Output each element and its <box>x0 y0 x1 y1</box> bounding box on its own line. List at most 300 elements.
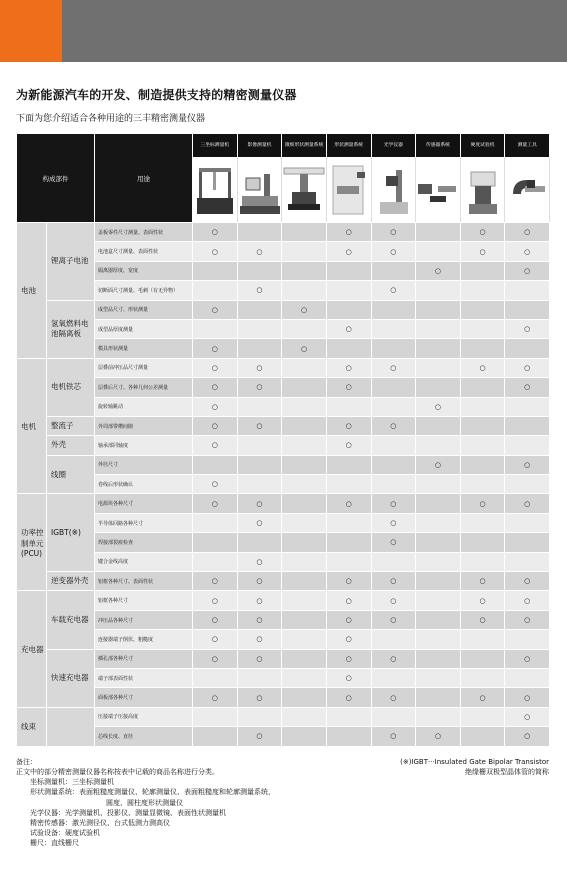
mark-cell <box>282 397 327 416</box>
mark-cell: ○ <box>326 416 371 435</box>
category-cell: 电机 <box>17 358 47 494</box>
note-item: 光学仪器：光学测量机、投影仪、测量显微镜、表面性状测量机 <box>30 808 226 817</box>
mark-cell: ○ <box>193 475 238 494</box>
table-row <box>17 455 550 474</box>
mark-cell <box>505 436 550 455</box>
mark-cell: ○ <box>416 397 461 416</box>
col-optical: 光学仪器 <box>371 134 416 158</box>
mark-cell <box>416 707 461 726</box>
component-cell: 车载充电器 <box>47 591 95 649</box>
mark-cell: ○ <box>193 591 238 610</box>
mark-cell: ○ <box>460 610 505 629</box>
mark-cell <box>282 688 327 707</box>
mark-cell <box>371 436 416 455</box>
mark-cell: ○ <box>237 552 282 571</box>
mark-cell <box>460 630 505 649</box>
mark-cell <box>326 707 371 726</box>
use-cell: 连接器端子倒伏、粗糙度 <box>95 630 193 649</box>
mark-cell <box>282 358 327 377</box>
use-cell: 插孔部各种尺寸 <box>95 649 193 668</box>
page-title: 为新能源汽车的开发、制造提供支持的精密测量仪器 <box>16 88 297 102</box>
col-sensor: 传感器系统 <box>416 134 461 158</box>
use-cell: 外径尺寸 <box>95 455 193 474</box>
component-cell: 快速充电器 <box>47 649 95 707</box>
instrument-table <box>16 133 550 747</box>
mark-cell <box>193 668 238 687</box>
component-cell: 逆变器外壳 <box>47 572 95 591</box>
mark-cell <box>460 339 505 358</box>
mark-cell: ○ <box>282 300 327 319</box>
mark-cell <box>460 281 505 300</box>
mark-cell: ○ <box>193 436 238 455</box>
mark-cell <box>416 494 461 513</box>
mark-cell <box>326 727 371 746</box>
mark-cell: ○ <box>326 319 371 338</box>
category-cell: 功率控制单元(PCU) <box>17 494 47 591</box>
mark-cell: ○ <box>505 572 550 591</box>
component-cell: 线圈 <box>47 455 95 494</box>
mark-cell: ○ <box>371 223 416 242</box>
mark-cell <box>282 513 327 532</box>
notes <box>16 757 275 848</box>
mark-cell <box>371 339 416 358</box>
mark-cell <box>371 455 416 474</box>
mark-cell <box>282 533 327 552</box>
mark-cell <box>237 436 282 455</box>
mark-cell <box>416 339 461 358</box>
mark-cell: ○ <box>326 688 371 707</box>
table-row <box>17 630 550 649</box>
mark-cell <box>326 397 371 416</box>
mark-cell <box>282 727 327 746</box>
mark-cell <box>460 261 505 280</box>
mark-cell: ○ <box>326 610 371 629</box>
mark-cell: ○ <box>505 358 550 377</box>
hardness-image <box>460 158 505 223</box>
mark-cell <box>326 552 371 571</box>
mark-cell <box>282 707 327 726</box>
use-cell: 层叠前冲压品尺寸测量 <box>95 358 193 377</box>
mark-cell: ○ <box>193 688 238 707</box>
mark-cell: ○ <box>326 223 371 242</box>
mark-cell <box>505 668 550 687</box>
mark-cell: ○ <box>505 707 550 726</box>
table-row <box>17 727 550 746</box>
mark-cell <box>237 339 282 358</box>
mark-cell <box>460 668 505 687</box>
mark-cell <box>282 591 327 610</box>
mark-cell: ○ <box>371 494 416 513</box>
use-cell: 旋转轴跳动 <box>95 397 193 416</box>
mark-cell: ○ <box>371 688 416 707</box>
mark-cell: ○ <box>326 358 371 377</box>
mark-cell: ○ <box>505 494 550 513</box>
tools-image <box>505 158 550 223</box>
mark-cell: ○ <box>237 688 282 707</box>
use-cell: 电池盒尺寸测量、表面性状 <box>95 242 193 261</box>
table-row <box>17 707 550 726</box>
note-item: 精密传感器：激光测径仪、台式低测力测高仪 <box>30 818 170 827</box>
mark-cell: ○ <box>371 572 416 591</box>
use-cell: 切断面尺寸测量、毛刺（有无异物） <box>95 281 193 300</box>
mark-cell <box>193 455 238 474</box>
mark-cell <box>416 572 461 591</box>
mark-cell: ○ <box>237 727 282 746</box>
banner-bar <box>62 0 567 62</box>
mark-cell <box>416 688 461 707</box>
notes-label: 备注： <box>16 758 37 766</box>
form-image <box>326 158 371 223</box>
mark-cell: ○ <box>193 378 238 397</box>
mark-cell <box>460 319 505 338</box>
mark-cell <box>505 552 550 571</box>
mark-cell <box>505 397 550 416</box>
mark-cell <box>237 397 282 416</box>
mark-cell <box>193 552 238 571</box>
mark-cell: ○ <box>416 455 461 474</box>
micro-form-image <box>282 158 327 223</box>
mark-cell: ○ <box>326 591 371 610</box>
header-component: 构成部件 <box>17 134 95 223</box>
mark-cell: ○ <box>371 727 416 746</box>
mark-cell <box>460 300 505 319</box>
table-row <box>17 319 550 338</box>
mark-cell: ○ <box>505 727 550 746</box>
mark-cell: ○ <box>371 358 416 377</box>
mark-cell <box>326 533 371 552</box>
table-row <box>17 649 550 668</box>
mark-cell <box>193 319 238 338</box>
mark-cell: ○ <box>505 242 550 261</box>
mark-cell <box>416 649 461 668</box>
mark-cell <box>505 475 550 494</box>
mark-cell: ○ <box>505 649 550 668</box>
mark-cell <box>416 416 461 435</box>
mark-cell <box>460 436 505 455</box>
mark-cell: ○ <box>193 300 238 319</box>
mark-cell <box>282 436 327 455</box>
mark-cell <box>282 630 327 649</box>
component-cell: 电机铁芯 <box>47 358 95 416</box>
mark-cell: ○ <box>371 513 416 532</box>
table-row <box>17 416 550 435</box>
mark-cell <box>505 533 550 552</box>
mark-cell <box>416 242 461 261</box>
mark-cell <box>282 378 327 397</box>
mark-cell <box>237 707 282 726</box>
component-cell <box>47 707 95 746</box>
mark-cell: ○ <box>460 242 505 261</box>
col-hardness: 硬度试验机 <box>460 134 505 158</box>
mark-cell <box>237 455 282 474</box>
mark-cell: ○ <box>237 630 282 649</box>
mark-cell <box>416 378 461 397</box>
mark-cell <box>326 300 371 319</box>
mark-cell: ○ <box>237 591 282 610</box>
mark-cell <box>416 552 461 571</box>
mark-cell: ○ <box>237 513 282 532</box>
mark-cell <box>371 261 416 280</box>
header-use: 用途 <box>95 134 193 223</box>
mark-cell <box>282 223 327 242</box>
mark-cell <box>282 494 327 513</box>
mark-cell <box>237 475 282 494</box>
mark-cell: ○ <box>193 339 238 358</box>
category-cell: 充电器 <box>17 591 47 707</box>
col-form: 形状测量系统 <box>326 134 371 158</box>
use-cell: 外周部带槽间隙 <box>95 416 193 435</box>
use-cell: 压接端子压接高度 <box>95 707 193 726</box>
mark-cell <box>237 533 282 552</box>
mark-cell: ○ <box>371 281 416 300</box>
mark-cell: ○ <box>237 358 282 377</box>
mark-cell <box>237 223 282 242</box>
note-item: 试验设备：硬度试验机 <box>30 828 100 837</box>
category-cell: 线束 <box>17 707 47 746</box>
note-item: 形状测量系统：表面粗糙度测量仪、轮廓测量仪、表面粗糙度和轮廓测量系统， <box>30 788 275 797</box>
igbt-note <box>400 757 549 777</box>
mark-cell <box>371 300 416 319</box>
mark-cell: ○ <box>326 572 371 591</box>
mark-cell <box>371 397 416 416</box>
mark-cell <box>416 436 461 455</box>
mark-cell: ○ <box>371 242 416 261</box>
mark-cell: ○ <box>326 649 371 668</box>
table-row <box>17 339 550 358</box>
mark-cell <box>505 281 550 300</box>
mark-cell <box>371 319 416 338</box>
use-cell: 冲压品各种尺寸 <box>95 610 193 629</box>
mark-cell <box>460 727 505 746</box>
table-row <box>17 668 550 687</box>
col-cmm: 三坐标测量机 <box>193 134 238 158</box>
mark-cell <box>237 261 282 280</box>
mark-cell: ○ <box>193 572 238 591</box>
mark-cell <box>416 591 461 610</box>
mark-cell: ○ <box>505 223 550 242</box>
mark-cell <box>416 300 461 319</box>
component-cell: 整流子 <box>47 416 95 435</box>
mark-cell <box>416 668 461 687</box>
mark-cell <box>326 513 371 532</box>
table-row <box>17 223 550 242</box>
optical-image <box>371 158 416 223</box>
mark-cell <box>416 358 461 377</box>
mark-cell <box>282 668 327 687</box>
category-cell: 电池 <box>17 223 47 359</box>
table-row <box>17 281 550 300</box>
mark-cell <box>505 300 550 319</box>
use-cell: 面板部各种尺寸 <box>95 688 193 707</box>
component-cell: IGBT(※) <box>47 494 95 572</box>
table-row <box>17 436 550 455</box>
mark-cell: ○ <box>237 242 282 261</box>
mark-cell <box>282 455 327 474</box>
mark-cell: ○ <box>193 223 238 242</box>
mark-cell: ○ <box>282 339 327 358</box>
mark-cell <box>371 552 416 571</box>
mark-cell: ○ <box>505 261 550 280</box>
table-row <box>17 378 550 397</box>
mark-cell <box>237 319 282 338</box>
mark-cell: ○ <box>193 630 238 649</box>
mark-cell <box>460 397 505 416</box>
mark-cell <box>237 300 282 319</box>
note-item: 栅尺：直线栅尺 <box>30 839 79 848</box>
mark-cell <box>416 475 461 494</box>
component-cell: 锂离子电池 <box>47 223 95 301</box>
mark-cell <box>460 455 505 474</box>
mark-cell <box>282 319 327 338</box>
mark-cell <box>460 416 505 435</box>
mark-cell <box>193 533 238 552</box>
use-cell: 隔离器厚度、宽度 <box>95 261 193 280</box>
mark-cell <box>505 630 550 649</box>
mark-cell <box>326 455 371 474</box>
mark-cell <box>371 475 416 494</box>
table-row <box>17 533 550 552</box>
mark-cell <box>460 378 505 397</box>
use-cell: 盖板零件尺寸测量、表面性状 <box>95 223 193 242</box>
mark-cell <box>416 630 461 649</box>
mark-cell <box>416 533 461 552</box>
component-cell: 外壳 <box>47 436 95 455</box>
mark-cell <box>460 707 505 726</box>
mark-cell: ○ <box>237 649 282 668</box>
mark-cell: ○ <box>193 358 238 377</box>
use-cell: 铝框各种尺寸、表面性状 <box>95 572 193 591</box>
mark-cell <box>460 533 505 552</box>
mark-cell: ○ <box>416 727 461 746</box>
use-cell: 成型品厚度测量 <box>95 319 193 338</box>
mark-cell: ○ <box>505 378 550 397</box>
mark-cell: ○ <box>326 630 371 649</box>
mark-cell <box>326 261 371 280</box>
mark-cell <box>326 281 371 300</box>
mark-cell: ○ <box>193 494 238 513</box>
top-banner <box>0 0 567 62</box>
mark-cell <box>416 281 461 300</box>
accent-block <box>0 0 62 62</box>
col-tools: 测量工具 <box>505 134 550 158</box>
mark-cell <box>371 668 416 687</box>
table-row <box>17 397 550 416</box>
mark-cell: ○ <box>416 261 461 280</box>
mark-cell: ○ <box>505 319 550 338</box>
mark-cell <box>282 610 327 629</box>
use-cell: 铝框各种尺寸 <box>95 591 193 610</box>
mark-cell <box>193 727 238 746</box>
mark-cell <box>282 242 327 261</box>
mark-cell <box>505 513 550 532</box>
use-cell: 端子部表面性状 <box>95 668 193 687</box>
table-row <box>17 475 550 494</box>
table-row <box>17 261 550 280</box>
mark-cell: ○ <box>505 610 550 629</box>
cmm-image <box>193 158 238 223</box>
vision-image <box>237 158 282 223</box>
mark-cell: ○ <box>460 358 505 377</box>
mark-cell: ○ <box>460 572 505 591</box>
mark-cell <box>505 416 550 435</box>
mark-cell: ○ <box>326 494 371 513</box>
mark-cell <box>282 552 327 571</box>
mark-cell: ○ <box>193 610 238 629</box>
mark-cell: ○ <box>505 591 550 610</box>
mark-cell: ○ <box>371 649 416 668</box>
mark-cell <box>460 552 505 571</box>
use-cell: 层叠后尺寸、各种几何公差测量 <box>95 378 193 397</box>
table-row <box>17 494 550 513</box>
mark-cell <box>460 649 505 668</box>
use-cell: 电源块各种尺寸 <box>95 494 193 513</box>
mark-cell: ○ <box>326 242 371 261</box>
mark-cell: ○ <box>371 610 416 629</box>
mark-cell <box>193 281 238 300</box>
mark-cell: ○ <box>460 494 505 513</box>
sensor-image <box>416 158 461 223</box>
use-cell: 模具形状测量 <box>95 339 193 358</box>
mark-cell: ○ <box>193 649 238 668</box>
mark-cell: ○ <box>460 688 505 707</box>
igbt-note-line2: 绝缘栅双极型晶体管的简称 <box>465 768 549 777</box>
mark-cell: ○ <box>371 533 416 552</box>
use-cell: 轴承部同轴度 <box>95 436 193 455</box>
mark-cell <box>326 475 371 494</box>
igbt-note-line1: (※)IGBT···Insulated Gate Bipolar Transistor <box>400 758 549 766</box>
mark-cell: ○ <box>371 591 416 610</box>
mark-cell: ○ <box>460 223 505 242</box>
mark-cell: ○ <box>237 494 282 513</box>
mark-cell: ○ <box>237 378 282 397</box>
mark-cell: ○ <box>326 436 371 455</box>
mark-cell <box>371 378 416 397</box>
use-cell: 成型品尺寸、形状测量 <box>95 300 193 319</box>
mark-cell <box>282 281 327 300</box>
mark-cell <box>416 319 461 338</box>
mark-cell <box>371 630 416 649</box>
mark-cell: ○ <box>326 668 371 687</box>
table-row <box>17 688 550 707</box>
mark-cell <box>193 261 238 280</box>
note-item: 圆度、圆柱度形状测量仪 <box>106 798 183 807</box>
table-row <box>17 300 550 319</box>
mark-cell: ○ <box>460 591 505 610</box>
mark-cell <box>460 475 505 494</box>
mark-cell <box>193 707 238 726</box>
table-row <box>17 242 550 261</box>
table-row <box>17 358 550 377</box>
mark-cell: ○ <box>193 397 238 416</box>
mark-cell: ○ <box>371 416 416 435</box>
note-item: 坐标测量机：三坐标测量机 <box>30 778 114 787</box>
mark-cell <box>460 513 505 532</box>
mark-cell: ○ <box>237 572 282 591</box>
table-row <box>17 513 550 532</box>
mark-cell: ○ <box>193 416 238 435</box>
mark-cell <box>282 416 327 435</box>
notes-line: 正文中的部分精密测量仪器名称按表中记载的商品名称进行分类。 <box>16 768 219 777</box>
mark-cell <box>416 223 461 242</box>
use-cell: 键合金线高度 <box>95 552 193 571</box>
table-row <box>17 552 550 571</box>
use-cell: 芯线长度、直径 <box>95 727 193 746</box>
mark-cell: ○ <box>505 455 550 474</box>
component-cell: 氢氧燃料电池隔离板 <box>47 300 95 358</box>
mark-cell: ○ <box>326 378 371 397</box>
mark-cell: ○ <box>237 281 282 300</box>
mark-cell: ○ <box>193 242 238 261</box>
